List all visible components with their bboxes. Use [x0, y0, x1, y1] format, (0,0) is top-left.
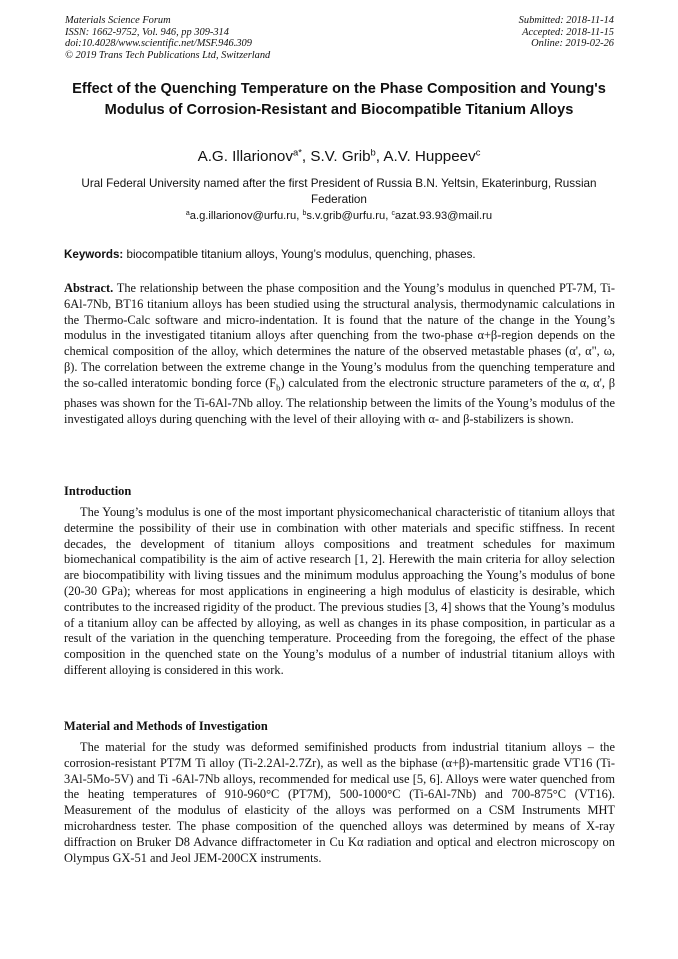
email-address[interactable]: azat.93.93@mail.ru	[394, 210, 493, 222]
paper-title: Effect of the Quenching Temperature on the Phase Composition and Young's Modulus of Corrosion-Resistant and Biocompatible Titanium Alloys	[72, 81, 606, 118]
abstract-text: The relationship between the phase composition and the Young’s modulus in quenched PT-7M, Ti-6Al-7Nb, BT16 titanium alloys has been studied using the structural analysis, thermodynamic calculations in the Thermo-Calc software and micro-indentation. It is found that the nature of the change in the Young’s modulus in the investigated titanium alloys after quenching from the two-phase α+β-region depends on the chemical composition of the alloy, which determines the nature of the observed metastable phases (α', α", ω, β). The correlation between the extreme change in the Young’s modulus from the quenching temperature and the so-called interatomic bonding force $(F_b)$ calculated from the electronic structure parameters of the α, α', β phases was shown for the Ti-6Al-7Nb alloy. The relationship between the limits of the Young’s modulus of the investigated alloys during quenching with the level of their alloying with α- and β-stabilizers is shown.	[64, 281, 615, 426]
author-name: A.V. Huppeev	[383, 148, 476, 165]
keywords-label: Keywords:	[64, 248, 124, 261]
submission-dates	[519, 15, 614, 50]
methods-text: The material for the study was deformed semifinished products from industrial titanium alloys – the corrosion-resistant PT7M Ti alloy (Ti-2.2Al-2.7Zr), as well as the biphase (α+β)-martensitic grade VT16 (Ti-3Al-5Mo-5V) and Ti -6Al-7Nb alloys, recommended for medical use [5, 6]. Alloys were water quenched from the heating temperatures of 910-960°C (PT7M), 500-1000°C (Ti-6Al-7Nb) and 700-875°C (VT16). Measurement of the modulus of elasticity of the alloys was performed on a CSM Instruments MHT microhardness tester. The phase composition of the quenched alloys was determined by means of X-ray diffraction on Bruker D8 Advance diffractometer in Cu Kα radiation and optical and electron microscopy on Olympus GX-51 and Jeol JEM-200CX instruments.	[64, 740, 615, 865]
email-list	[55, 209, 623, 223]
email-mark: b	[302, 209, 307, 217]
author-list	[55, 147, 623, 167]
journal-info	[65, 15, 270, 61]
author-separator: ,	[301, 148, 311, 165]
doi-line: doi:10.4028/www.scientific.net/MSF.946.309	[65, 38, 252, 50]
email-mark: a	[185, 209, 190, 217]
issn-line: ISSN: 1662-9752, Vol. 946, pp 309-314	[65, 26, 229, 38]
email-address[interactable]: s.v.grib@urfu.ru	[306, 210, 386, 222]
submitted-date: Submitted: 2018-11-14	[518, 15, 614, 26]
affiliation: Ural Federal University named after the first President of Russia B.N. Yeltsin, Ekaterinburg, Russian Federation	[81, 177, 597, 207]
author-affil-mark: a*	[292, 146, 302, 158]
keywords-text: biocompatible titanium alloys, Young’s modulus, quenching, phases.	[126, 248, 476, 261]
methods-heading: Material and Methods of Investigation	[64, 719, 268, 733]
author-name: S.V. Grib	[310, 148, 371, 165]
email-separator: ,	[385, 210, 392, 222]
abstract-label: Abstract.	[64, 281, 114, 295]
copyright-line: © 2019 Trans Tech Publications Ltd, Switzerland	[65, 49, 271, 61]
keywords	[64, 248, 624, 262]
email-separator: ,	[296, 210, 303, 222]
abstract	[64, 281, 615, 428]
email-mark: c	[391, 209, 395, 217]
author-affil-mark: b	[370, 146, 376, 158]
author-name: A.G. Illarionov	[197, 148, 293, 165]
author-affil-mark: c	[475, 146, 481, 158]
introduction-text: The Young’s modulus is one of the most important physicomechanical characteristic of titanium alloys that determine the possibility of their use in combination with other materials and specific stiffness. In recent decades, the development of titanium alloys compositions and treatment schedules for maximum biomechanical compatibility is the aim of active research [1, 2]. Herewith the main criteria for alloy selection are biocompatibility with living tissues and the minimum modulus approaching the Young’s modulus of bone (20-30 GPa); whereas for most applications in engineering a high modulus of elasticity is desirable, which contributes to the increased rigidity of the product. The previous studies [3, 4] shows that the Young’s modulus of a titanium alloy can be affected by alloying, as well as changes in its phase composition, in particular as a result of the variation in the quenching temperature. Proceeding from the foregoing, the effect of the phase composition in the quenched state on the Young’s modulus of a number of industrial titanium alloys with different alloying is considered in this work.	[64, 505, 615, 677]
subscript-b: b	[276, 382, 281, 393]
introduction-heading: Introduction	[64, 484, 132, 498]
online-date: Online: 2019-02-26	[531, 38, 614, 50]
accepted-date: Accepted: 2018-11-15	[522, 26, 614, 38]
author-separator: ,	[375, 148, 384, 165]
email-address[interactable]: a.g.illarionov@urfu.ru	[189, 210, 297, 222]
journal-name: Materials Science Forum	[65, 15, 171, 26]
